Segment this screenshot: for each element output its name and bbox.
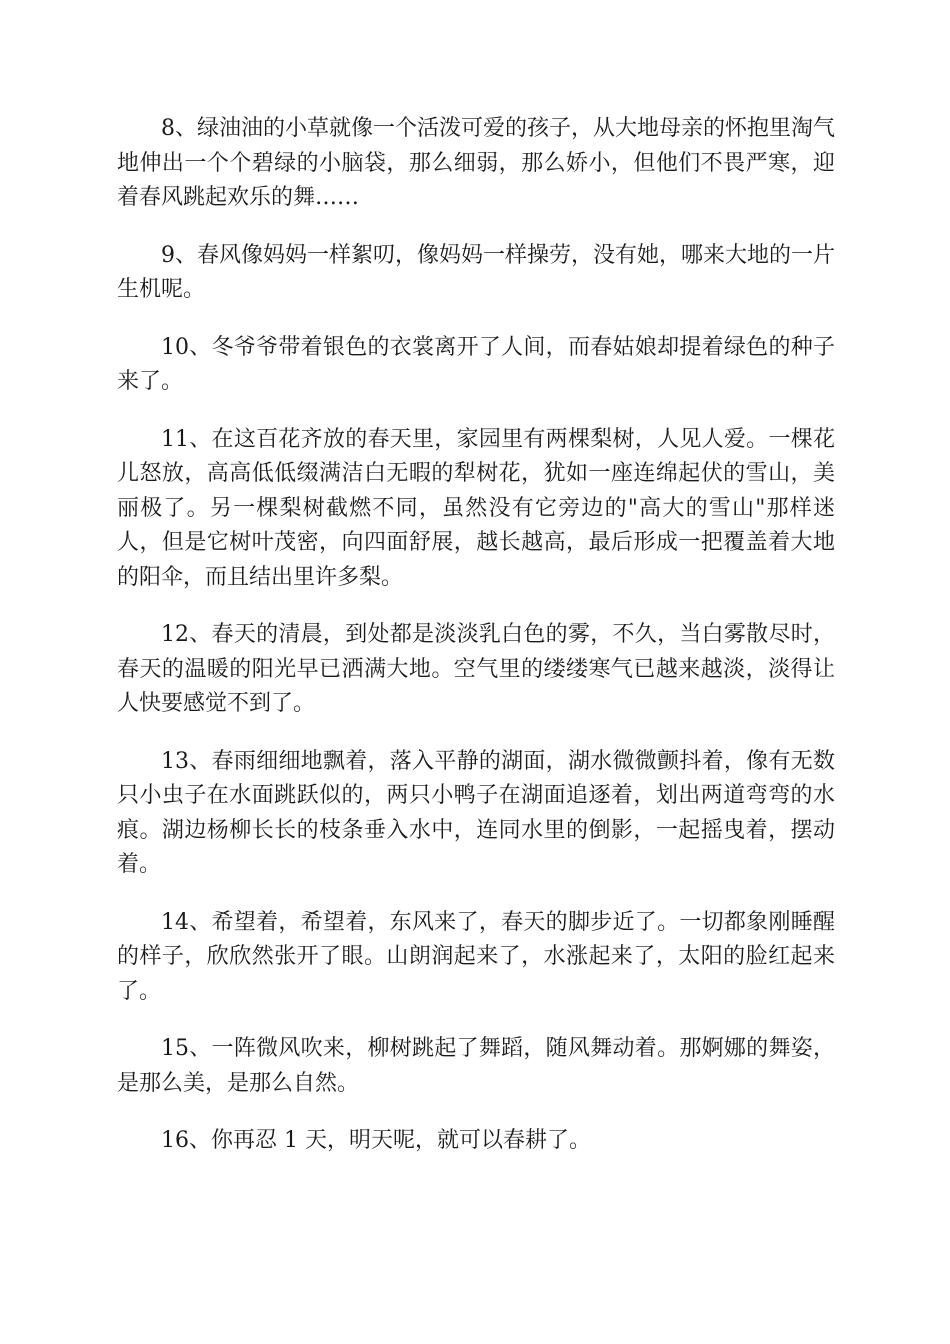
paragraph-10: 10、冬爷爷带着银色的衣裳离开了人间，而春姑娘却提着绿色的种子来了。: [117, 334, 835, 394]
paragraph-16: 16、你再忍 1 天，明天呢，就可以春耕了。: [161, 1128, 591, 1153]
paragraph-14: 14、希望着，希望着，东风来了，春天的脚步近了。一切都象刚睡醒的样子，欣欣然张开了眼。山朗润起来了，水涨起来了，太阳的脸红起来了。: [117, 909, 835, 1004]
paragraph-8: 8、绿油油的小草就像一个活泼可爱的孩子，从大地母亲的怀抱里淘气地伸出一个个碧绿的小脑袋，那么细弱，那么娇小，但他们不畏严寒，迎着春风跳起欢乐的舞……: [117, 116, 835, 210]
document-page: [117, 112, 835, 1182]
paragraph-11: 11、在这百花齐放的春天里，家园里有两棵梨树，人见人爱。一棵花儿怒放，高高低低缀满洁白无暇的犁树花，犹如一座连绵起伏的雪山，美丽极了。另一棵梨树截燃不同，虽然没有它旁边的"高大的雪山"那样迷人，但是它树叶茂密，向四面舒展，越长越高，最后形成一把覆盖着大地的阳伞，而且结出里许多梨。: [117, 426, 835, 590]
paragraph-15: 15、一阵微风吹来，柳树跳起了舞蹈，随风舞动着。那婀娜的舞姿，是那么美，是那么自然。: [117, 1036, 835, 1096]
paragraph-13: 13、春雨细细地飘着，落入平静的湖面，湖水微微颤抖着，像有无数只小虫子在水面跳跃似的，两只小鸭子在湖面追逐着，划出两道弯弯的水痕。湖边杨柳长长的枝条垂入水中，连同水里的倒影，一起摇曳着，摆动着。: [117, 748, 835, 877]
paragraph-12: 12、春天的清晨，到处都是淡淡乳白色的雾，不久，当白雾散尽时，春天的温暖的阳光早已洒满大地。空气里的缕缕寒气已越来越淡，淡得让人快要感觉不到了。: [117, 622, 835, 716]
paragraph-9: 9、春风像妈妈一样絮叨，像妈妈一样操劳，没有她，哪来大地的一片生机呢。: [117, 242, 835, 302]
